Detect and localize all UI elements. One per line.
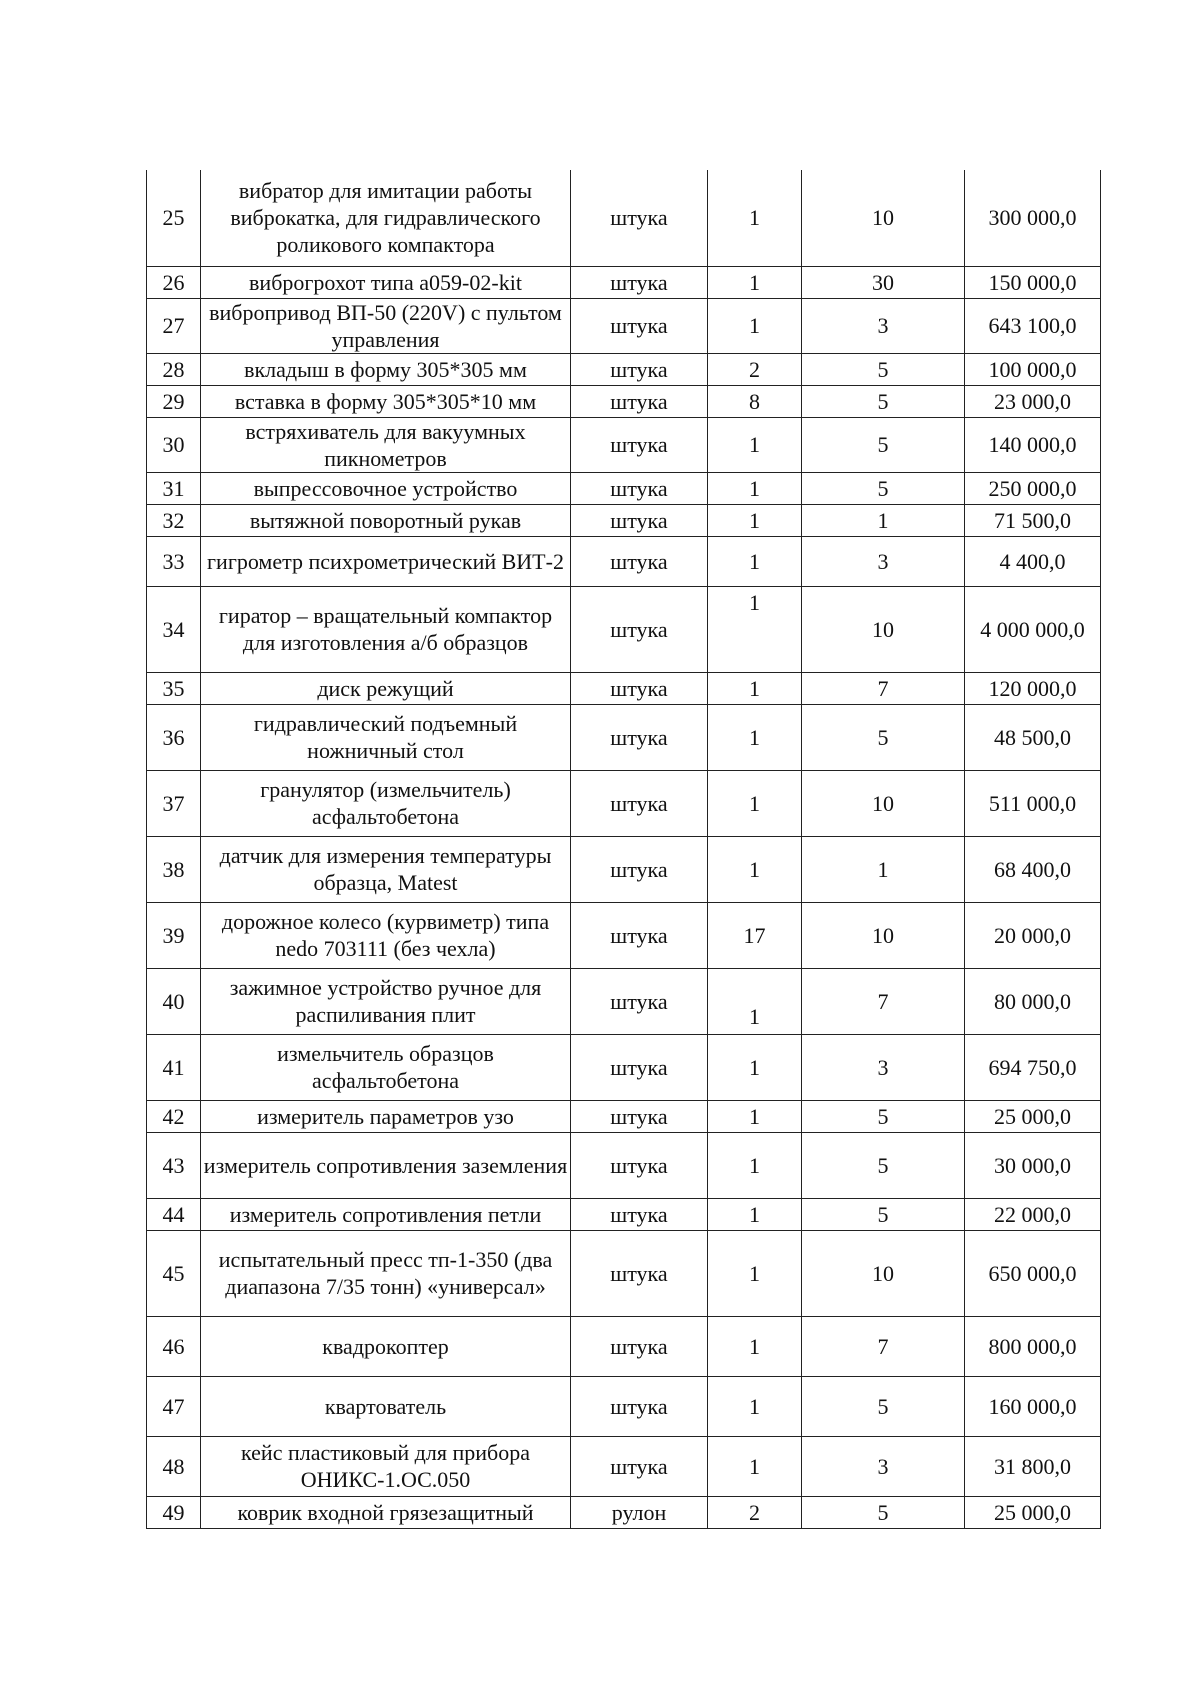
row-number-cell: 44 bbox=[147, 1198, 201, 1230]
unit-cell: штука bbox=[571, 1316, 708, 1376]
row-number-cell: 39 bbox=[147, 902, 201, 968]
quantity-cell: 1 bbox=[708, 1132, 802, 1198]
unit-cell: штука bbox=[571, 1198, 708, 1230]
table-row bbox=[147, 902, 1101, 968]
quantity-cell: 1 bbox=[708, 836, 802, 902]
row-number-cell: 48 bbox=[147, 1436, 201, 1496]
unit-cell: штука bbox=[571, 1436, 708, 1496]
equipment-table bbox=[146, 170, 1101, 1529]
quantity-cell: 1 bbox=[708, 298, 802, 353]
price-cell: 20 000,0 bbox=[965, 902, 1101, 968]
unit-cell: штука bbox=[571, 704, 708, 770]
table-row bbox=[147, 472, 1101, 504]
item-name-cell: вибропривод ВП-50 (220V) с пультом управления bbox=[201, 298, 571, 353]
term-cell: 5 bbox=[802, 1132, 965, 1198]
item-name-cell: гранулятор (измельчитель) асфальтобетона bbox=[201, 770, 571, 836]
row-number-cell: 30 bbox=[147, 417, 201, 472]
quantity-cell: 1 bbox=[708, 770, 802, 836]
quantity-cell: 1 bbox=[708, 672, 802, 704]
item-name-cell: измеритель сопротивления петли bbox=[201, 1198, 571, 1230]
unit-cell: штука bbox=[571, 1230, 708, 1316]
term-cell: 5 bbox=[802, 417, 965, 472]
table-row bbox=[147, 1198, 1101, 1230]
item-name-cell: гигрометр психрометрический ВИТ-2 bbox=[201, 536, 571, 586]
row-number-cell: 27 bbox=[147, 298, 201, 353]
price-cell: 160 000,0 bbox=[965, 1376, 1101, 1436]
row-number-cell: 31 bbox=[147, 472, 201, 504]
term-cell: 3 bbox=[802, 1436, 965, 1496]
row-number-cell: 37 bbox=[147, 770, 201, 836]
price-cell: 4 000 000,0 bbox=[965, 586, 1101, 672]
price-cell: 300 000,0 bbox=[965, 170, 1101, 266]
table-row bbox=[147, 385, 1101, 417]
item-name-cell: выпрессовочное устройство bbox=[201, 472, 571, 504]
term-cell: 10 bbox=[802, 170, 965, 266]
row-number-cell: 45 bbox=[147, 1230, 201, 1316]
term-cell: 3 bbox=[802, 536, 965, 586]
price-cell: 250 000,0 bbox=[965, 472, 1101, 504]
item-name-cell: вытяжной поворотный рукав bbox=[201, 504, 571, 536]
term-cell: 5 bbox=[802, 704, 965, 770]
term-cell: 1 bbox=[802, 836, 965, 902]
table-row bbox=[147, 1034, 1101, 1100]
item-name-cell: виброгрохот типа а059-02-kit bbox=[201, 266, 571, 298]
price-cell: 25 000,0 bbox=[965, 1100, 1101, 1132]
quantity-cell: 1 bbox=[708, 1198, 802, 1230]
quantity-cell: 2 bbox=[708, 353, 802, 385]
row-number-cell: 28 bbox=[147, 353, 201, 385]
table-body bbox=[147, 170, 1101, 1528]
unit-cell: штука bbox=[571, 1132, 708, 1198]
row-number-cell: 33 bbox=[147, 536, 201, 586]
term-cell: 5 bbox=[802, 1198, 965, 1230]
unit-cell: штука bbox=[571, 672, 708, 704]
item-name-cell: квадрокоптер bbox=[201, 1316, 571, 1376]
quantity-cell: 1 bbox=[708, 472, 802, 504]
row-number-cell: 32 bbox=[147, 504, 201, 536]
quantity-cell: 1 bbox=[708, 1436, 802, 1496]
row-number-cell: 29 bbox=[147, 385, 201, 417]
price-cell: 150 000,0 bbox=[965, 266, 1101, 298]
term-cell: 7 bbox=[802, 968, 965, 1034]
table-row bbox=[147, 1436, 1101, 1496]
term-cell: 10 bbox=[802, 586, 965, 672]
unit-cell: штука bbox=[571, 170, 708, 266]
table-row bbox=[147, 672, 1101, 704]
term-cell: 5 bbox=[802, 472, 965, 504]
price-cell: 80 000,0 bbox=[965, 968, 1101, 1034]
item-name-cell: измеритель параметров узо bbox=[201, 1100, 571, 1132]
quantity-cell: 1 bbox=[708, 536, 802, 586]
unit-cell: штука bbox=[571, 1376, 708, 1436]
table-row bbox=[147, 836, 1101, 902]
price-cell: 48 500,0 bbox=[965, 704, 1101, 770]
unit-cell: штука bbox=[571, 1100, 708, 1132]
table-row bbox=[147, 1316, 1101, 1376]
term-cell: 5 bbox=[802, 1376, 965, 1436]
row-number-cell: 36 bbox=[147, 704, 201, 770]
term-cell: 1 bbox=[802, 504, 965, 536]
table-row bbox=[147, 968, 1101, 1034]
unit-cell: рулон bbox=[571, 1496, 708, 1528]
table-row bbox=[147, 170, 1101, 266]
table-row bbox=[147, 1230, 1101, 1316]
item-name-cell: гиратор – вращательный компактор для изготовления а/б образцов bbox=[201, 586, 571, 672]
unit-cell: штука bbox=[571, 902, 708, 968]
item-name-cell: коврик входной грязезащитный bbox=[201, 1496, 571, 1528]
price-cell: 800 000,0 bbox=[965, 1316, 1101, 1376]
table-row bbox=[147, 504, 1101, 536]
term-cell: 5 bbox=[802, 1100, 965, 1132]
unit-cell: штука bbox=[571, 353, 708, 385]
unit-cell: штука bbox=[571, 298, 708, 353]
term-cell: 30 bbox=[802, 266, 965, 298]
row-number-cell: 35 bbox=[147, 672, 201, 704]
row-number-cell: 38 bbox=[147, 836, 201, 902]
row-number-cell: 49 bbox=[147, 1496, 201, 1528]
table-row bbox=[147, 770, 1101, 836]
quantity-cell: 1 bbox=[708, 417, 802, 472]
item-name-cell: вставка в форму 305*305*10 мм bbox=[201, 385, 571, 417]
unit-cell: штука bbox=[571, 385, 708, 417]
price-cell: 30 000,0 bbox=[965, 1132, 1101, 1198]
table-row bbox=[147, 353, 1101, 385]
price-cell: 643 100,0 bbox=[965, 298, 1101, 353]
unit-cell: штука bbox=[571, 504, 708, 536]
term-cell: 10 bbox=[802, 902, 965, 968]
item-name-cell: зажимное устройство ручное для распиливания плит bbox=[201, 968, 571, 1034]
row-number-cell: 42 bbox=[147, 1100, 201, 1132]
quantity-cell: 1 bbox=[708, 1376, 802, 1436]
unit-cell: штука bbox=[571, 417, 708, 472]
item-name-cell: вибратор для имитации работы виброкатка, для гидравлического роликового компактора bbox=[201, 170, 571, 266]
term-cell: 5 bbox=[802, 353, 965, 385]
table-row bbox=[147, 1100, 1101, 1132]
price-cell: 23 000,0 bbox=[965, 385, 1101, 417]
row-number-cell: 46 bbox=[147, 1316, 201, 1376]
table-row bbox=[147, 586, 1101, 672]
unit-cell: штука bbox=[571, 586, 708, 672]
price-cell: 25 000,0 bbox=[965, 1496, 1101, 1528]
unit-cell: штука bbox=[571, 266, 708, 298]
quantity-cell: 17 bbox=[708, 902, 802, 968]
item-name-cell: квартователь bbox=[201, 1376, 571, 1436]
row-number-cell: 47 bbox=[147, 1376, 201, 1436]
item-name-cell: гидравлический подъемный ножничный стол bbox=[201, 704, 571, 770]
item-name-cell: встряхиватель для вакуумных пикнометров bbox=[201, 417, 571, 472]
item-name-cell: диск режущий bbox=[201, 672, 571, 704]
quantity-cell: 1 bbox=[708, 586, 802, 672]
price-cell: 71 500,0 bbox=[965, 504, 1101, 536]
price-cell: 650 000,0 bbox=[965, 1230, 1101, 1316]
quantity-cell: 8 bbox=[708, 385, 802, 417]
term-cell: 10 bbox=[802, 1230, 965, 1316]
price-cell: 22 000,0 bbox=[965, 1198, 1101, 1230]
price-cell: 140 000,0 bbox=[965, 417, 1101, 472]
quantity-cell: 1 bbox=[708, 1316, 802, 1376]
price-cell: 4 400,0 bbox=[965, 536, 1101, 586]
quantity-cell: 1 bbox=[708, 968, 802, 1034]
item-name-cell: измеритель сопротивления заземления bbox=[201, 1132, 571, 1198]
price-cell: 511 000,0 bbox=[965, 770, 1101, 836]
table-row bbox=[147, 1496, 1101, 1528]
table-row bbox=[147, 1132, 1101, 1198]
quantity-cell: 2 bbox=[708, 1496, 802, 1528]
row-number-cell: 43 bbox=[147, 1132, 201, 1198]
term-cell: 7 bbox=[802, 672, 965, 704]
price-cell: 100 000,0 bbox=[965, 353, 1101, 385]
row-number-cell: 26 bbox=[147, 266, 201, 298]
unit-cell: штука bbox=[571, 968, 708, 1034]
row-number-cell: 40 bbox=[147, 968, 201, 1034]
row-number-cell: 25 bbox=[147, 170, 201, 266]
table-row bbox=[147, 704, 1101, 770]
table-row bbox=[147, 298, 1101, 353]
item-name-cell: измельчитель образцов асфальтобетона bbox=[201, 1034, 571, 1100]
unit-cell: штука bbox=[571, 472, 708, 504]
unit-cell: штука bbox=[571, 770, 708, 836]
item-name-cell: вкладыш в форму 305*305 мм bbox=[201, 353, 571, 385]
price-cell: 31 800,0 bbox=[965, 1436, 1101, 1496]
table-row bbox=[147, 266, 1101, 298]
table-row bbox=[147, 536, 1101, 586]
item-name-cell: датчик для измерения температуры образца, Matest bbox=[201, 836, 571, 902]
item-name-cell: испытательный пресс тп-1-350 (два диапазона 7/35 тонн) «универсал» bbox=[201, 1230, 571, 1316]
term-cell: 7 bbox=[802, 1316, 965, 1376]
quantity-cell: 1 bbox=[708, 1230, 802, 1316]
row-number-cell: 41 bbox=[147, 1034, 201, 1100]
quantity-cell: 1 bbox=[708, 1034, 802, 1100]
price-cell: 694 750,0 bbox=[965, 1034, 1101, 1100]
term-cell: 3 bbox=[802, 1034, 965, 1100]
quantity-cell: 1 bbox=[708, 266, 802, 298]
price-cell: 120 000,0 bbox=[965, 672, 1101, 704]
unit-cell: штука bbox=[571, 536, 708, 586]
term-cell: 10 bbox=[802, 770, 965, 836]
table-row bbox=[147, 417, 1101, 472]
term-cell: 5 bbox=[802, 1496, 965, 1528]
price-cell: 68 400,0 bbox=[965, 836, 1101, 902]
table-row bbox=[147, 1376, 1101, 1436]
row-number-cell: 34 bbox=[147, 586, 201, 672]
item-name-cell: дорожное колесо (курвиметр) типа nedo 703111 (без чехла) bbox=[201, 902, 571, 968]
term-cell: 5 bbox=[802, 385, 965, 417]
unit-cell: штука bbox=[571, 1034, 708, 1100]
term-cell: 3 bbox=[802, 298, 965, 353]
unit-cell: штука bbox=[571, 836, 708, 902]
quantity-cell: 1 bbox=[708, 1100, 802, 1132]
item-name-cell: кейс пластиковый для прибора ОНИКС-1.ОС.050 bbox=[201, 1436, 571, 1496]
quantity-cell: 1 bbox=[708, 704, 802, 770]
quantity-cell: 1 bbox=[708, 504, 802, 536]
quantity-cell: 1 bbox=[708, 170, 802, 266]
